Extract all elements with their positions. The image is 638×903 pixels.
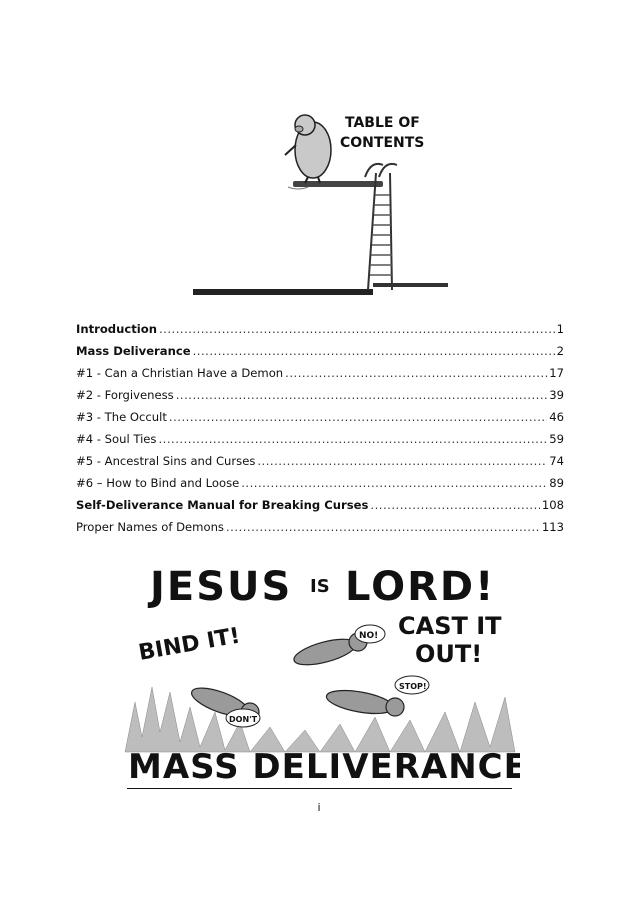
toc-entry-title: Self-Deliverance Manual for Breaking Curses [76,498,369,512]
page-number: i [317,801,321,814]
jesus-text: JESUS [150,564,293,610]
pool-water [193,289,373,295]
no-bubble: NO! [359,631,379,641]
pig-figure [285,115,331,189]
toc-entry-title: Proper Names of Demons [76,520,224,534]
dont-bubble: DON'T [229,715,258,724]
cast-it-text: CAST IT [398,612,502,640]
mass-deliverance-illustration [120,552,520,792]
toc-entry-title: #5 - Ancestral Sins and Curses [76,454,256,468]
toc-entry-title: #1 - Can a Christian Have a Demon [76,366,284,380]
toc-entry[interactable] [76,388,564,410]
footer-rule [127,788,512,789]
toc-entry-title: Mass Deliverance [76,344,191,358]
toc-dot-leader [158,432,547,446]
toc-entry-page: 17 [549,366,564,380]
mass-deliverance-text: MASS DELIVERANCE [128,747,520,787]
stop-bubble: STOP! [399,682,427,691]
toc-entry[interactable] [76,520,564,542]
sign-line1: TABLE OF [345,115,420,131]
toc-entry[interactable] [76,476,564,498]
toc-dot-leader [226,520,540,534]
toc-entry[interactable] [76,410,564,432]
toc-dot-leader [285,366,547,380]
toc-entry-title: #3 - The Occult [76,410,167,424]
is-text: IS [310,576,330,597]
toc-entry[interactable] [76,366,564,388]
toc-dot-leader [193,344,555,358]
table-of-contents-illustration [193,105,448,297]
sign-line2: CONTENTS [340,135,425,151]
toc-dot-leader [370,498,539,512]
toc-entry-page: 2 [556,344,564,358]
table-of-contents [76,322,564,542]
toc-dot-leader [159,322,555,336]
toc-entry-page: 59 [549,432,564,446]
toc-entry[interactable] [76,432,564,454]
toc-entry[interactable] [76,344,564,366]
toc-entry-page: 1 [556,322,564,336]
toc-entry-title: #4 - Soul Ties [76,432,157,446]
toc-entry-title: #6 – How to Bind and Loose [76,476,240,490]
toc-dot-leader [241,476,547,490]
toc-entry-page: 113 [541,520,564,534]
toc-entry-page: 74 [549,454,564,468]
toc-entry[interactable] [76,498,564,520]
toc-dot-leader [176,388,548,402]
toc-dot-leader [257,454,547,468]
flames [125,687,515,752]
bind-it-text: BIND IT! [136,623,243,666]
toc-entry-page: 108 [541,498,564,512]
toc-entry[interactable] [76,454,564,476]
toc-entry[interactable] [76,322,564,344]
lord-text: LORD! [345,564,496,610]
toc-entry-title: #2 - Forgiveness [76,388,174,402]
toc-dot-leader [169,410,547,424]
toc-entry-title: Introduction [76,322,157,336]
toc-entry-page: 89 [549,476,564,490]
out-text: OUT! [415,640,483,668]
toc-entry-page: 46 [549,410,564,424]
toc-entry-page: 39 [549,388,564,402]
